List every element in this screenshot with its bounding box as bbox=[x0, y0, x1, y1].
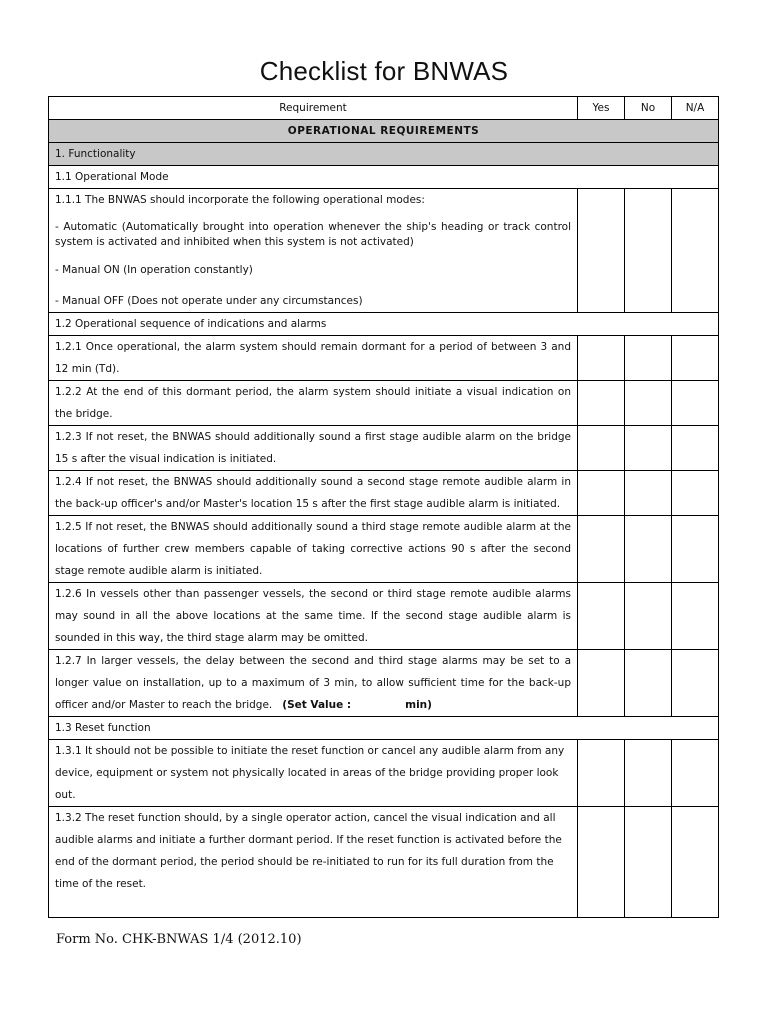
yes-checkbox[interactable] bbox=[578, 740, 625, 807]
na-checkbox[interactable] bbox=[672, 471, 719, 516]
yes-checkbox[interactable] bbox=[578, 516, 625, 583]
functionality-heading: 1. Functionality bbox=[49, 143, 719, 166]
header-no: No bbox=[625, 97, 672, 120]
na-checkbox[interactable] bbox=[672, 740, 719, 807]
yes-checkbox[interactable] bbox=[578, 189, 625, 313]
header-yes: Yes bbox=[578, 97, 625, 120]
yes-checkbox[interactable] bbox=[578, 381, 625, 426]
no-checkbox[interactable] bbox=[625, 336, 672, 381]
na-checkbox[interactable] bbox=[672, 650, 719, 717]
item-1-3-1: 1.3.1 It should not be possible to initiate the reset function or cancel any audible alarm from any device, equipment or system not physically located in areas of the bridge providing proper look out. bbox=[49, 740, 578, 807]
set-value-label: (Set Value : bbox=[282, 699, 352, 711]
table-row bbox=[49, 650, 719, 717]
item-1-2-7 bbox=[49, 650, 578, 717]
na-checkbox[interactable] bbox=[672, 189, 719, 313]
section-row bbox=[49, 120, 719, 143]
reset-function-heading: 1.3 Reset function bbox=[49, 717, 719, 740]
na-checkbox[interactable] bbox=[672, 583, 719, 650]
yes-checkbox[interactable] bbox=[578, 471, 625, 516]
operational-mode-heading: 1.1 Operational Mode bbox=[49, 166, 719, 189]
form-number: Form No. CHK-BNWAS 1/4 (2012.10) bbox=[56, 932, 302, 947]
no-checkbox[interactable] bbox=[625, 740, 672, 807]
no-checkbox[interactable] bbox=[625, 471, 672, 516]
item-1-1-1-manual-on: - Manual ON (In operation constantly) bbox=[55, 264, 253, 276]
table-header-row bbox=[49, 97, 719, 120]
item-1-2-5: 1.2.5 If not reset, the BNWAS should additionally sound a third stage remote audible alarm at the locations of further crew members capable of taking corrective actions 90 s after the second stage remote audible alarm is initiated. bbox=[49, 516, 578, 583]
subsection-row bbox=[49, 143, 719, 166]
no-checkbox[interactable] bbox=[625, 516, 672, 583]
no-checkbox[interactable] bbox=[625, 807, 672, 918]
section-title: OPERATIONAL REQUIREMENTS bbox=[49, 120, 719, 143]
table-row bbox=[49, 336, 719, 381]
yes-checkbox[interactable] bbox=[578, 583, 625, 650]
item-1-1-1-manual-off: - Manual OFF (Does not operate under any circumstances) bbox=[55, 295, 363, 307]
yes-checkbox[interactable] bbox=[578, 336, 625, 381]
requirement-cell bbox=[49, 189, 578, 313]
set-value-unit: min) bbox=[405, 699, 432, 711]
item-1-2-7-text: 1.2.7 In larger vessels, the delay between the second and third stage alarms may be set to a longer value on installation, up to a maximum of 3 min, to allow sufficient time for the back-up officer and/or Master to reach the bridge. bbox=[55, 655, 571, 711]
table-row bbox=[49, 381, 719, 426]
yes-checkbox[interactable] bbox=[578, 650, 625, 717]
header-na: N/A bbox=[672, 97, 719, 120]
na-checkbox[interactable] bbox=[672, 426, 719, 471]
item-1-3-2: 1.3.2 The reset function should, by a single operator action, cancel the visual indication and all audible alarms and initiate a further dormant period. If the reset function is activated before the end of the dormant period, the period should be re-initiated to run for its full duration from the time of the reset. bbox=[49, 807, 578, 918]
na-checkbox[interactable] bbox=[672, 516, 719, 583]
table-row bbox=[49, 189, 719, 313]
table-row bbox=[49, 740, 719, 807]
operational-sequence-heading: 1.2 Operational sequence of indications and alarms bbox=[49, 313, 719, 336]
item-1-2-4: 1.2.4 If not reset, the BNWAS should additionally sound a second stage remote audible alarm in the back-up officer's and/or Master's location 15 s after the first stage audible alarm is initiated. bbox=[49, 471, 578, 516]
na-checkbox[interactable] bbox=[672, 336, 719, 381]
item-1-2-3: 1.2.3 If not reset, the BNWAS should additionally sound a first stage audible alarm on the bridge 15 s after the visual indication is initiated. bbox=[49, 426, 578, 471]
header-requirement: Requirement bbox=[49, 97, 578, 120]
no-checkbox[interactable] bbox=[625, 189, 672, 313]
item-1-2-2: 1.2.2 At the end of this dormant period, the alarm system should initiate a visual indication on the bridge. bbox=[49, 381, 578, 426]
no-checkbox[interactable] bbox=[625, 583, 672, 650]
na-checkbox[interactable] bbox=[672, 381, 719, 426]
page-title: Checklist for BNWAS bbox=[259, 56, 509, 86]
item-1-2-6: 1.2.6 In vessels other than passenger vessels, the second or third stage remote audible alarms may sound in all the above locations at the same time. If the second stage audible alarm is sounded in this way, the third stage alarm may be omitted. bbox=[49, 583, 578, 650]
table-row bbox=[49, 583, 719, 650]
yes-checkbox[interactable] bbox=[578, 807, 625, 918]
item-1-2-1: 1.2.1 Once operational, the alarm system should remain dormant for a period of between 3 and 12 min (Td). bbox=[49, 336, 578, 381]
no-checkbox[interactable] bbox=[625, 426, 672, 471]
table-row bbox=[49, 516, 719, 583]
table-row bbox=[49, 471, 719, 516]
checklist-table bbox=[48, 96, 719, 918]
no-checkbox[interactable] bbox=[625, 381, 672, 426]
group-row bbox=[49, 313, 719, 336]
table-row bbox=[49, 426, 719, 471]
table-row bbox=[49, 807, 719, 918]
item-1-1-1-intro: 1.1.1 The BNWAS should incorporate the following operational modes: bbox=[55, 194, 425, 206]
group-row bbox=[49, 166, 719, 189]
group-row bbox=[49, 717, 719, 740]
yes-checkbox[interactable] bbox=[578, 426, 625, 471]
no-checkbox[interactable] bbox=[625, 650, 672, 717]
na-checkbox[interactable] bbox=[672, 807, 719, 918]
item-1-1-1-automatic: - Automatic (Automatically brought into operation whenever the ship's heading or track control system is activated and inhibited when this system is not activated) bbox=[55, 221, 571, 248]
